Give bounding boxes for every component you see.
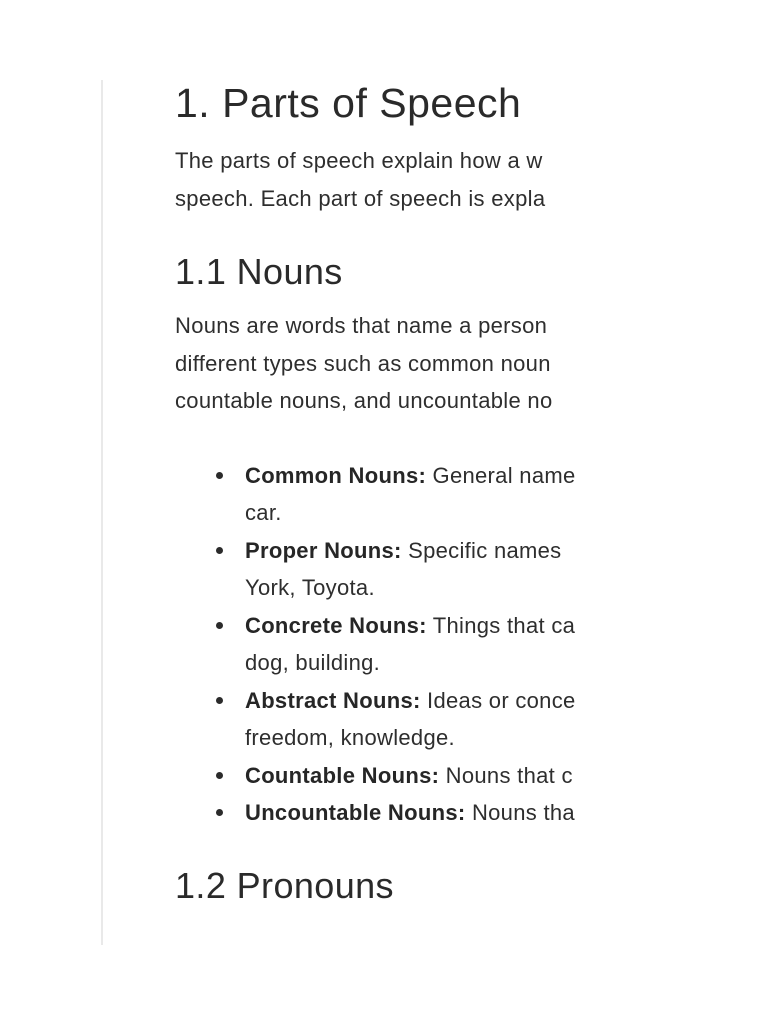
bullet-icon <box>216 697 223 704</box>
intro-paragraph <box>175 142 668 217</box>
bullet-icon <box>216 772 223 779</box>
list-item-text: Things that ca <box>432 612 576 638</box>
list-item-term: Abstract Nouns: <box>245 687 421 713</box>
bullet-icon <box>216 809 223 816</box>
list-item-text: freedom, knowledge. <box>245 725 455 750</box>
nouns-heading: 1.1 Nouns <box>175 251 343 292</box>
list-item-text: Specific names <box>408 537 562 563</box>
list-item-term: Proper Nouns: <box>245 537 402 563</box>
list-item-term: Countable Nouns: <box>245 762 440 788</box>
intro-line: speech. Each part of speech is expla <box>175 185 546 211</box>
nouns-paragraph <box>175 307 668 420</box>
list-item-term: Common Nouns: <box>245 462 427 488</box>
document-content <box>175 78 668 978</box>
list-item-text: Nouns that c <box>445 762 573 788</box>
bullet-icon <box>216 472 223 479</box>
nouns-line: countable nouns, and uncountable no <box>175 388 553 413</box>
intro-line: The parts of speech explain how a w <box>175 148 543 173</box>
nouns-line: different types such as common noun <box>175 350 551 376</box>
list-item-countable-nouns <box>175 757 668 795</box>
noun-types-list <box>175 457 668 832</box>
list-item-text: General name <box>432 462 576 488</box>
page-title: 1. Parts of Speech <box>175 80 522 126</box>
bullet-icon <box>216 547 223 554</box>
list-item-text: Nouns tha <box>471 800 575 825</box>
list-item-text: York, Toyota. <box>245 575 375 600</box>
list-item-text: car. <box>245 500 282 525</box>
list-item-uncountable-nouns <box>175 794 668 832</box>
nouns-line: Nouns are words that name a person <box>175 313 548 338</box>
list-item-text: dog, building. <box>245 650 381 675</box>
list-item-common-nouns <box>175 457 668 532</box>
list-item-concrete-nouns <box>175 607 668 682</box>
list-item-term: Uncountable Nouns: <box>245 800 466 825</box>
page-left-border <box>101 80 103 945</box>
list-item-abstract-nouns <box>175 682 668 757</box>
list-item-text: Ideas or conce <box>427 687 576 713</box>
list-item-proper-nouns <box>175 532 668 607</box>
pronouns-heading: 1.2 Pronouns <box>175 864 394 906</box>
bullet-icon <box>216 622 223 629</box>
list-item-term: Concrete Nouns: <box>245 612 427 638</box>
